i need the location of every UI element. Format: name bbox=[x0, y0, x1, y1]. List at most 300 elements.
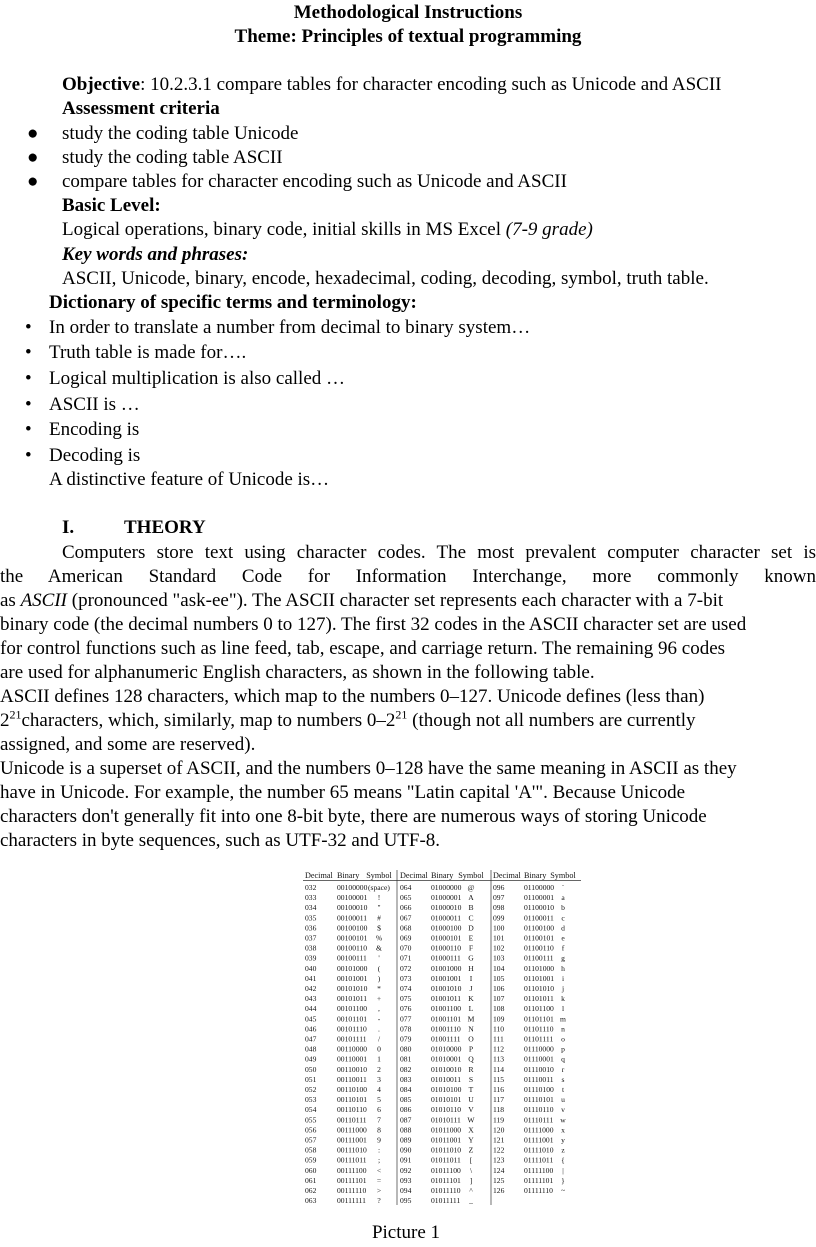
table-cell: ` bbox=[561, 883, 565, 892]
table-cell: 116 bbox=[493, 1085, 505, 1094]
table-cell: q bbox=[561, 1054, 565, 1064]
objective-line bbox=[62, 73, 722, 97]
table-cell: 01111100 bbox=[524, 1165, 554, 1175]
table-cell: 088 bbox=[400, 1125, 412, 1135]
table-cell: : bbox=[377, 1145, 381, 1155]
table-cell: 110 bbox=[493, 1024, 505, 1034]
table-header: Symbol bbox=[366, 871, 392, 880]
list-item: Decoding is bbox=[49, 445, 141, 466]
table-cell: 112 bbox=[493, 1044, 505, 1054]
table-cell: 079 bbox=[400, 1034, 412, 1044]
table-cell: 01110011 bbox=[524, 1074, 554, 1084]
table-header: Decimal bbox=[400, 871, 428, 880]
table-cell: 01011111 bbox=[431, 1196, 461, 1206]
table-cell: 068 bbox=[400, 923, 412, 933]
table-cell: 01011000 bbox=[431, 1125, 462, 1135]
table-cell: 086 bbox=[400, 1105, 412, 1115]
table-cell: C bbox=[468, 913, 474, 923]
table-header: Decimal bbox=[493, 871, 521, 880]
table-cell: 01110010 bbox=[524, 1064, 554, 1074]
table-cell: _ bbox=[469, 1196, 473, 1206]
table-cell: H bbox=[468, 963, 474, 973]
table-cell: ! bbox=[377, 893, 381, 903]
table-cell: 01000010 bbox=[431, 903, 462, 913]
table-cell: 101 bbox=[493, 933, 505, 943]
table-cell: 01011100 bbox=[431, 1165, 461, 1175]
basic-level-body: Logical operations, binary code, initial skills in MS Excel bbox=[62, 219, 506, 240]
table-cell: ~ bbox=[560, 1186, 566, 1195]
table-cell: 00101110 bbox=[337, 1024, 367, 1034]
table-cell: 00110000 bbox=[337, 1044, 368, 1054]
table-cell: 01000100 bbox=[431, 923, 462, 933]
table-cell: 5 bbox=[377, 1095, 381, 1105]
table-cell: 113 bbox=[493, 1054, 505, 1064]
table-cell: 00101001 bbox=[337, 973, 368, 983]
table-cell: 100 bbox=[493, 923, 505, 933]
table-cell: 00100100 bbox=[337, 923, 368, 933]
table-cell: 111 bbox=[493, 1034, 504, 1044]
table-cell: 01001101 bbox=[431, 1014, 462, 1024]
table-cell: V bbox=[468, 1105, 474, 1115]
table-cell: O bbox=[468, 1034, 474, 1044]
table-cell: G bbox=[468, 953, 474, 963]
table-cell: 01111010 bbox=[524, 1145, 554, 1155]
table-cell: 01001001 bbox=[431, 973, 462, 983]
table-cell: 01111110 bbox=[524, 1186, 553, 1195]
paragraph-line: characters in byte sequences, such as UTF-32 and UTF-8. bbox=[0, 830, 441, 851]
table-cell: 01001110 bbox=[431, 1024, 461, 1034]
table-cell: k bbox=[561, 994, 565, 1004]
table-cell: 066 bbox=[400, 903, 412, 913]
table-cell: 01101011 bbox=[524, 994, 554, 1004]
table-cell: 094 bbox=[400, 1186, 412, 1195]
table-cell: 01000000 bbox=[431, 883, 462, 892]
table-header: Symbol bbox=[550, 871, 576, 880]
table-cell: 00111000 bbox=[337, 1125, 367, 1135]
table-cell: J bbox=[469, 984, 473, 993]
table-cell: b bbox=[561, 903, 565, 913]
table-cell: 095 bbox=[400, 1196, 412, 1206]
theory-numeral: I. bbox=[62, 517, 75, 538]
table-cell: 075 bbox=[400, 994, 412, 1004]
table-cell: 01100100 bbox=[524, 923, 555, 933]
table-cell: ' bbox=[378, 953, 380, 963]
table-cell: " bbox=[377, 903, 381, 913]
table-cell: 00111011 bbox=[337, 1155, 367, 1165]
paragraph-line: Computers store text using character codes. The most prevalent computer character set is bbox=[62, 542, 816, 563]
table-cell: s bbox=[561, 1074, 565, 1084]
table-cell: t bbox=[561, 1085, 565, 1094]
table-cell: > bbox=[376, 1186, 382, 1195]
table-cell: i bbox=[561, 973, 565, 983]
table-cell: 069 bbox=[400, 933, 412, 943]
table-cell: 109 bbox=[493, 1014, 505, 1024]
table-cell: P bbox=[468, 1044, 474, 1054]
table-cell: 7 bbox=[377, 1115, 381, 1125]
table-cell: 01000001 bbox=[431, 893, 462, 903]
table-cell: 01000110 bbox=[431, 943, 462, 953]
table-cell: 01001010 bbox=[431, 984, 462, 993]
bullet-icon: ● bbox=[27, 147, 39, 168]
table-cell: 00100111 bbox=[337, 953, 367, 963]
table-cell: 083 bbox=[400, 1074, 412, 1084]
table-cell: 092 bbox=[400, 1165, 412, 1175]
bullet-icon: • bbox=[25, 394, 32, 415]
table-cell: 00100101 bbox=[337, 933, 368, 943]
table-cell: 098 bbox=[493, 903, 505, 913]
table-cell: 084 bbox=[400, 1085, 412, 1094]
table-cell: 107 bbox=[493, 994, 505, 1004]
table-cell: = bbox=[376, 1175, 382, 1185]
table-cell: K bbox=[468, 994, 474, 1004]
table-cell: 01011110 bbox=[431, 1186, 461, 1195]
bullet-icon: • bbox=[25, 342, 32, 363]
table-cell: 01010001 bbox=[431, 1054, 462, 1064]
table-cell: 090 bbox=[400, 1145, 412, 1155]
table-cell: p bbox=[561, 1044, 565, 1054]
table-cell: 01000111 bbox=[431, 953, 461, 963]
table-cell: 00100010 bbox=[337, 903, 368, 913]
paragraph-line: Unicode is a superset of ASCII, and the numbers 0–128 have the same meaning in ASCII as they bbox=[0, 758, 737, 779]
table-cell: 01100010 bbox=[524, 903, 555, 913]
table-cell: 033 bbox=[305, 893, 317, 903]
table-cell: { bbox=[561, 1155, 565, 1165]
table-cell: 078 bbox=[400, 1024, 412, 1034]
table-cell: ( bbox=[377, 963, 381, 973]
table-cell: 00100110 bbox=[337, 943, 368, 953]
figure-caption: Picture 1 bbox=[371, 1222, 441, 1243]
bullet-icon: • bbox=[25, 445, 32, 466]
table-cell: 0 bbox=[377, 1044, 381, 1054]
table-cell: \ bbox=[469, 1165, 473, 1175]
table-cell: a bbox=[561, 893, 565, 903]
table-cell: Q bbox=[468, 1054, 474, 1064]
bullet-icon: • bbox=[25, 317, 32, 338]
table-cell: 032 bbox=[305, 883, 317, 892]
table-cell: 036 bbox=[305, 923, 317, 933]
objective-text: : 10.2.3.1 compare tables for character encoding such as Unicode and ASCII bbox=[140, 74, 722, 95]
table-cell: n bbox=[561, 1024, 565, 1034]
table-cell: 081 bbox=[400, 1054, 412, 1064]
table-cell: 055 bbox=[305, 1115, 317, 1125]
table-cell: r bbox=[561, 1064, 565, 1074]
table-cell: # bbox=[377, 913, 381, 923]
table-cell: 077 bbox=[400, 1014, 412, 1024]
table-cell: 124 bbox=[493, 1165, 505, 1175]
list-item: ASCII is … bbox=[49, 394, 140, 415]
table-cell: 061 bbox=[305, 1175, 317, 1185]
table-cell: 01101100 bbox=[524, 1004, 554, 1014]
ascii-term: ASCII bbox=[20, 590, 68, 611]
table-cell: 045 bbox=[305, 1014, 317, 1024]
table-cell: 00111010 bbox=[337, 1145, 367, 1155]
table-cell: 062 bbox=[305, 1186, 317, 1195]
table-cell: 01110111 bbox=[524, 1115, 554, 1125]
table-cell: 082 bbox=[400, 1064, 412, 1074]
document-title: Methodological Instructions bbox=[293, 2, 523, 23]
table-cell: 037 bbox=[305, 933, 317, 943]
table-cell: w bbox=[560, 1115, 566, 1125]
theme-value: : Principles of textual programming bbox=[290, 26, 582, 47]
table-cell: 048 bbox=[305, 1044, 317, 1054]
table-cell: 074 bbox=[400, 984, 412, 993]
table-cell: 00111111 bbox=[337, 1196, 366, 1206]
table-cell: 00101000 bbox=[337, 963, 368, 973]
table-cell: 093 bbox=[400, 1175, 412, 1185]
table-cell: 2 bbox=[377, 1064, 381, 1074]
table-cell: 01101101 bbox=[524, 1014, 554, 1024]
basic-level-text bbox=[62, 218, 593, 242]
basic-level-heading: Basic Level: bbox=[62, 195, 161, 216]
theory-heading: THEORY bbox=[124, 517, 206, 538]
table-cell: 00110101 bbox=[337, 1095, 368, 1105]
table-cell: 076 bbox=[400, 1004, 412, 1014]
table-cell: 122 bbox=[493, 1145, 505, 1155]
theme-label: Theme bbox=[234, 26, 291, 47]
table-cell: 102 bbox=[493, 943, 505, 953]
table-cell: 01001111 bbox=[431, 1034, 461, 1044]
table-cell: S bbox=[468, 1074, 474, 1084]
table-cell: 00101010 bbox=[337, 984, 368, 993]
table-cell: 060 bbox=[305, 1165, 317, 1175]
table-cell: 00101011 bbox=[337, 994, 368, 1004]
keywords-heading: Key words and phrases: bbox=[62, 244, 249, 265]
list-item: study the coding table ASCII bbox=[62, 147, 283, 168]
table-cell: 119 bbox=[493, 1115, 505, 1125]
table-cell: $ bbox=[377, 923, 381, 933]
table-cell: T bbox=[468, 1085, 474, 1094]
table-cell: , bbox=[378, 1004, 380, 1014]
table-cell: ^ bbox=[469, 1186, 473, 1195]
table-cell: 00100011 bbox=[337, 913, 368, 923]
table-cell: 01010010 bbox=[431, 1064, 462, 1074]
table-cell: 064 bbox=[400, 883, 412, 892]
table-cell: o bbox=[561, 1034, 565, 1044]
list-item: study the coding table Unicode bbox=[62, 123, 299, 144]
table-cell: 072 bbox=[400, 963, 412, 973]
table-cell: 01101010 bbox=[524, 984, 555, 993]
table-cell: 01110001 bbox=[524, 1054, 554, 1064]
table-cell: F bbox=[468, 943, 474, 953]
table-cell: 00110001 bbox=[337, 1054, 368, 1064]
table-cell: 00111110 bbox=[337, 1186, 367, 1195]
table-cell: 01001011 bbox=[431, 994, 462, 1004]
table-cell: ; bbox=[377, 1155, 381, 1165]
table-cell: 034 bbox=[305, 903, 317, 913]
list-item: compare tables for character encoding such as Unicode and ASCII bbox=[62, 171, 567, 192]
table-cell: f bbox=[561, 943, 565, 953]
table-cell: 8 bbox=[377, 1125, 381, 1135]
table-cell: 125 bbox=[493, 1175, 505, 1185]
paragraph-line: binary code (the decimal numbers 0 to 127). The first 32 codes in the ASCII character set are used bbox=[0, 614, 747, 635]
table-cell: u bbox=[561, 1095, 565, 1105]
table-cell: 01111001 bbox=[524, 1135, 554, 1145]
table-cell: m bbox=[560, 1014, 566, 1024]
table-cell: 01011101 bbox=[431, 1175, 461, 1185]
table-cell: 041 bbox=[305, 973, 317, 983]
dictionary-heading: Dictionary of specific terms and terminology: bbox=[49, 292, 417, 313]
table-cell: 01011010 bbox=[431, 1145, 462, 1155]
table-cell: 073 bbox=[400, 973, 412, 983]
table-cell: ] bbox=[469, 1175, 473, 1185]
table-cell: E bbox=[468, 933, 474, 943]
table-cell: 01011001 bbox=[431, 1135, 462, 1145]
table-cell: 123 bbox=[493, 1155, 505, 1165]
table-cell: U bbox=[468, 1095, 474, 1105]
table-cell: . bbox=[378, 1024, 380, 1034]
table-cell: 080 bbox=[400, 1044, 412, 1054]
table-cell: 035 bbox=[305, 913, 317, 923]
table-cell: 01010100 bbox=[431, 1085, 462, 1094]
table-cell: 117 bbox=[493, 1095, 505, 1105]
table-cell: l bbox=[561, 1004, 565, 1014]
table-cell: 105 bbox=[493, 973, 505, 983]
table-cell: 089 bbox=[400, 1135, 412, 1145]
table-cell: 106 bbox=[493, 984, 505, 993]
table-cell: ? bbox=[377, 1196, 381, 1206]
table-cell: v bbox=[561, 1105, 565, 1115]
ascii-table bbox=[303, 870, 581, 1210]
table-cell: 096 bbox=[493, 883, 505, 892]
table-cell: 00110111 bbox=[337, 1115, 367, 1125]
table-cell: d bbox=[561, 923, 565, 933]
table-cell: 097 bbox=[493, 893, 505, 903]
table-cell: 099 bbox=[493, 913, 505, 923]
table-cell: 00111001 bbox=[337, 1135, 367, 1145]
table-cell: / bbox=[377, 1034, 381, 1044]
paragraph-line: have in Unicode. For example, the number 65 means "Latin capital 'A'". Because Unicode bbox=[0, 782, 686, 803]
table-cell: 051 bbox=[305, 1074, 317, 1084]
table-cell: 059 bbox=[305, 1155, 317, 1165]
table-cell: < bbox=[376, 1165, 382, 1175]
table-header: Decimal bbox=[305, 871, 333, 880]
table-cell: 01110110 bbox=[524, 1105, 554, 1115]
table-cell: j bbox=[561, 984, 565, 993]
table-cell: h bbox=[561, 963, 565, 973]
table-cell: 00100001 bbox=[337, 893, 368, 903]
table-cell: 126 bbox=[493, 1186, 505, 1195]
table-cell: * bbox=[377, 984, 381, 993]
objective-label: Objective bbox=[62, 74, 141, 95]
list-item: Encoding is bbox=[49, 419, 140, 440]
table-cell: A bbox=[468, 893, 474, 903]
table-cell: 01101000 bbox=[524, 963, 555, 973]
table-cell: 01101110 bbox=[524, 1024, 554, 1034]
table-cell: W bbox=[467, 1115, 475, 1125]
table-cell: 01110100 bbox=[524, 1085, 554, 1094]
table-cell: R bbox=[468, 1064, 474, 1074]
table-cell: e bbox=[561, 933, 565, 943]
table-cell: 070 bbox=[400, 943, 412, 953]
table-cell: 01000101 bbox=[431, 933, 462, 943]
paragraph-line: the American Standard Code for Information Interchange, more commonly known bbox=[0, 566, 816, 587]
table-cell: } bbox=[561, 1175, 565, 1185]
table-cell: 00101100 bbox=[337, 1004, 368, 1014]
table-cell: 044 bbox=[305, 1004, 317, 1014]
table-cell: N bbox=[468, 1024, 474, 1034]
table-cell: 01100111 bbox=[524, 953, 554, 963]
table-cell: 121 bbox=[493, 1135, 505, 1145]
bullet-icon: ● bbox=[27, 171, 39, 192]
list-item: Logical multiplication is also called … bbox=[49, 368, 346, 389]
table-header: Binary bbox=[524, 871, 547, 880]
keywords-text: ASCII, Unicode, binary, encode, hexadecimal, coding, decoding, symbol, truth table. bbox=[62, 268, 709, 289]
table-cell: 01000011 bbox=[431, 913, 462, 923]
table-cell: 054 bbox=[305, 1105, 317, 1115]
table-cell: [ bbox=[469, 1155, 473, 1165]
table-cell: 00110100 bbox=[337, 1085, 368, 1094]
table-cell: 00110010 bbox=[337, 1064, 368, 1074]
table-cell: 052 bbox=[305, 1085, 317, 1094]
table-header: Symbol bbox=[458, 871, 484, 880]
table-header: Binary bbox=[431, 871, 454, 880]
table-cell: 6 bbox=[377, 1105, 381, 1115]
table-cell: | bbox=[562, 1165, 564, 1175]
table-cell: 01010111 bbox=[431, 1115, 461, 1125]
table-cell: 049 bbox=[305, 1054, 317, 1064]
table-cell: z bbox=[561, 1145, 565, 1155]
paragraph-line: characters don't generally fit into one 8-bit byte, there are numerous ways of storing Unicode bbox=[0, 806, 707, 827]
table-cell: 1 bbox=[377, 1054, 381, 1064]
table-cell: 103 bbox=[493, 953, 505, 963]
table-cell: 053 bbox=[305, 1095, 317, 1105]
table-cell: (space) bbox=[368, 883, 390, 892]
table-cell: M bbox=[467, 1014, 475, 1024]
paragraph-line: ASCII defines 128 characters, which map to the numbers 0–127. Unicode defines (less than) bbox=[0, 686, 705, 707]
table-cell: 01010011 bbox=[431, 1074, 462, 1084]
table-cell: @ bbox=[467, 883, 475, 892]
table-cell: 01110101 bbox=[524, 1095, 554, 1105]
bullet-icon: ● bbox=[27, 123, 39, 144]
table-cell: 00110011 bbox=[337, 1074, 367, 1084]
assessment-heading: Assessment criteria bbox=[62, 98, 220, 119]
table-cell: 01001000 bbox=[431, 963, 462, 973]
table-cell: g bbox=[561, 953, 565, 963]
table-cell: 065 bbox=[400, 893, 412, 903]
table-cell: 115 bbox=[493, 1074, 505, 1084]
table-cell: 038 bbox=[305, 943, 317, 953]
bullet-icon: • bbox=[25, 419, 32, 440]
table-cell: 00100000 bbox=[337, 883, 368, 892]
bullet-icon: • bbox=[25, 368, 32, 389]
paragraph-line: $2^{21}characters$, which, similarly, map to numbers $0-2^{21}$ (though not all numbers are currently bbox=[0, 707, 696, 731]
table-cell: D bbox=[468, 923, 474, 933]
table-cell: 067 bbox=[400, 913, 412, 923]
table-cell: 01111000 bbox=[524, 1125, 554, 1135]
table-cell: 046 bbox=[305, 1024, 317, 1034]
table-cell: 01010110 bbox=[431, 1105, 462, 1115]
table-cell: 01011011 bbox=[431, 1155, 461, 1165]
table-cell: 120 bbox=[493, 1125, 505, 1135]
table-cell: 050 bbox=[305, 1064, 317, 1074]
table-cell: c bbox=[561, 913, 565, 923]
table-cell: X bbox=[468, 1125, 474, 1135]
paragraph-line: are used for alphanumeric English characters, as shown in the following table. bbox=[0, 662, 595, 683]
table-cell: 01111011 bbox=[524, 1155, 554, 1165]
table-header: Binary bbox=[337, 871, 360, 880]
table-cell: 108 bbox=[493, 1004, 505, 1014]
table-cell: 01101001 bbox=[524, 973, 555, 983]
table-cell: 01100110 bbox=[524, 943, 554, 953]
table-cell: 00111101 bbox=[337, 1175, 367, 1185]
table-cell: 01010000 bbox=[431, 1044, 462, 1054]
table-cell: 114 bbox=[493, 1064, 505, 1074]
table-cell: 01100000 bbox=[524, 883, 555, 892]
table-cell: 071 bbox=[400, 953, 412, 963]
table-cell: B bbox=[468, 903, 474, 913]
paragraph-line: for control functions such as line feed, tab, escape, and carriage return. The remaining 96 codes bbox=[0, 638, 726, 659]
table-cell: 087 bbox=[400, 1115, 412, 1125]
